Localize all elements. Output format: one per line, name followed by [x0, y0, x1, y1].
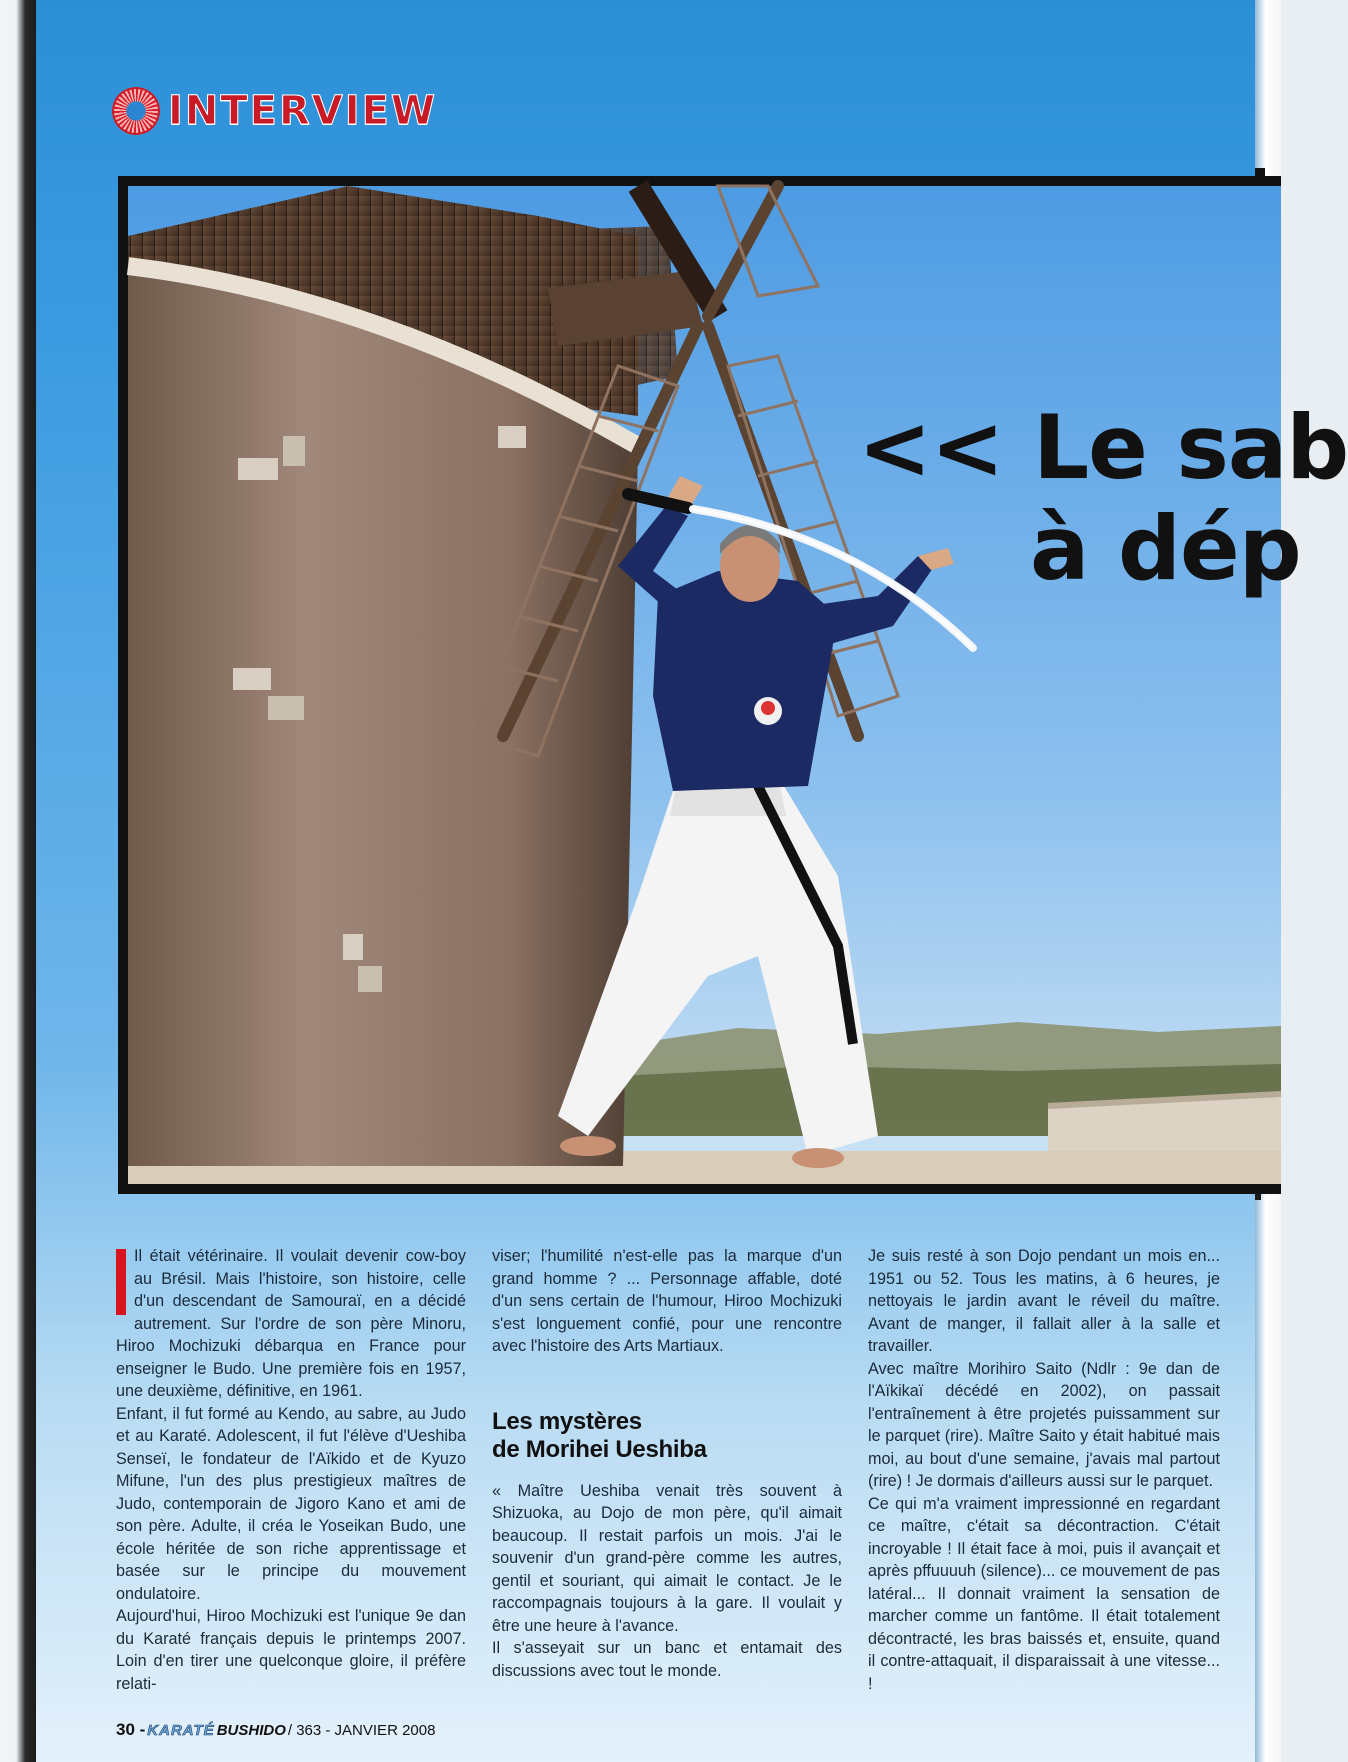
- section-label: INTERVIEW: [168, 88, 438, 134]
- headline-line-1: << Le sab: [858, 396, 1348, 499]
- article-column-3: [868, 1245, 1220, 1695]
- windmill-photo: [118, 176, 1281, 1194]
- page-number: 30 -: [116, 1720, 146, 1739]
- paragraph: Enfant, il fut formé au Kendo, au sabre, au Judo et au Karaté. Adolescent, il fut l'élève d'Ueshiba Senseï, le fondateur de l'Aïkido et de Kyuzo Mifune, l'un des plus prestigieux maîtres de Judo, contemporain de Jigoro Kano et ami de son père. Adulte, il créa le Yoseikan Budo, une école héritée de son riche apprentissage et basée sur le principe du mouvement ondulatoire.: [116, 1404, 466, 1603]
- paragraph: Il s'asseyait sur un banc et entamait des discussions avec tout le monde.: [492, 1639, 842, 1680]
- paragraph: viser; l'humilité n'est-elle pas la marque d'un grand homme ? ... Personnage affable, doté d'un sens certain de l'humour, Hiroo Mochizuki s'est longuement confié, pour une rencontre avec l'histoire des Arts Martiaux.: [492, 1247, 842, 1355]
- article-column-1: [116, 1245, 466, 1695]
- subheading-line-1: Les mystères: [492, 1407, 642, 1435]
- intro-paragraph: [116, 1245, 466, 1403]
- section-subheading: [492, 1408, 842, 1464]
- paragraph: Aujourd'hui, Hiroo Mochizuki est l'unique 9e dan du Karaté français depuis le printemps 2007. Loin d'en tirer une quelconque gloire, il préfère relati-: [116, 1607, 466, 1693]
- paragraph: Ce qui m'a vraiment impressionné en regardant ce maître, c'était sa décontraction. C'était incroyable ! Il était face à moi, puis il avançait et après pffuuuuh (silence)... ce mouvement de pas latéral... Il donnait vraiment la sensation de marcher comme un fantôme. Il était totalement décontracté, les bras baissés et, ensuite, quand il contre-attaquait, il disparaissait à une vitesse... !: [868, 1494, 1220, 1693]
- paragraph: Je suis resté à son Dojo pendant un mois en... 1951 ou 52. Tous les matins, à 6 heures, je nettoyais le jardin avant le réveil du maître. Avant de manger, il fallait aller à la salle et travailler.: [868, 1247, 1220, 1355]
- section-header: [112, 86, 437, 136]
- paragraph: « Maître Ueshiba venait très souvent à Shizuoka, au Dojo de mon père, qu'il aimait beaucoup. Il restait parfois un mois. J'ai le souvenir d'un grand-père comme les autres, gentil et souriant, qui aimait le contact. Je le raccompagnais toujours à la gare. Il voulait y être une heure à l'avance.: [492, 1481, 842, 1635]
- page-footer: [116, 1720, 435, 1740]
- magazine-logo-bushido: BUSHIDO: [216, 1722, 286, 1739]
- headline-line-2: à dép: [1030, 497, 1301, 600]
- photo-illustration: [118, 176, 1281, 1194]
- paragraph: Avec maître Morihiro Saito (Ndlr : 9e dan de l'Aïkikaï décédé en 2002), on passait l'entraînement à être projetés puissamment sur le parquet (rire). Maître Saito y était habitué mais moi, au bout d'une semaine, j'avais mal partout (rire) ! Je dormais d'ailleurs aussi sur le parquet.: [868, 1359, 1220, 1490]
- sunburst-icon: [112, 87, 160, 135]
- dropcap-bar: [116, 1249, 126, 1315]
- intro-text: Il était vétérinaire. Il voulait devenir cow-boy au Brésil. Mais l'histoire, son histoire, celle d'un descendant de Samouraï, en a décidé autrement. Sur l'ordre de son père Minoru, Hiroo Mochizuki débarqua en France pour enseigner le Budo. Une première fois en 1957, une deuxième, définitive, en 1961.: [116, 1247, 466, 1400]
- subheading-line-2: de Morihei Ueshiba: [492, 1435, 707, 1463]
- magazine-logo-karate: KARATÉ: [147, 1722, 215, 1739]
- article-column-2: [492, 1245, 842, 1682]
- page-spine: [0, 0, 36, 1762]
- issue-info: / 363 - JANVIER 2008: [287, 1722, 436, 1739]
